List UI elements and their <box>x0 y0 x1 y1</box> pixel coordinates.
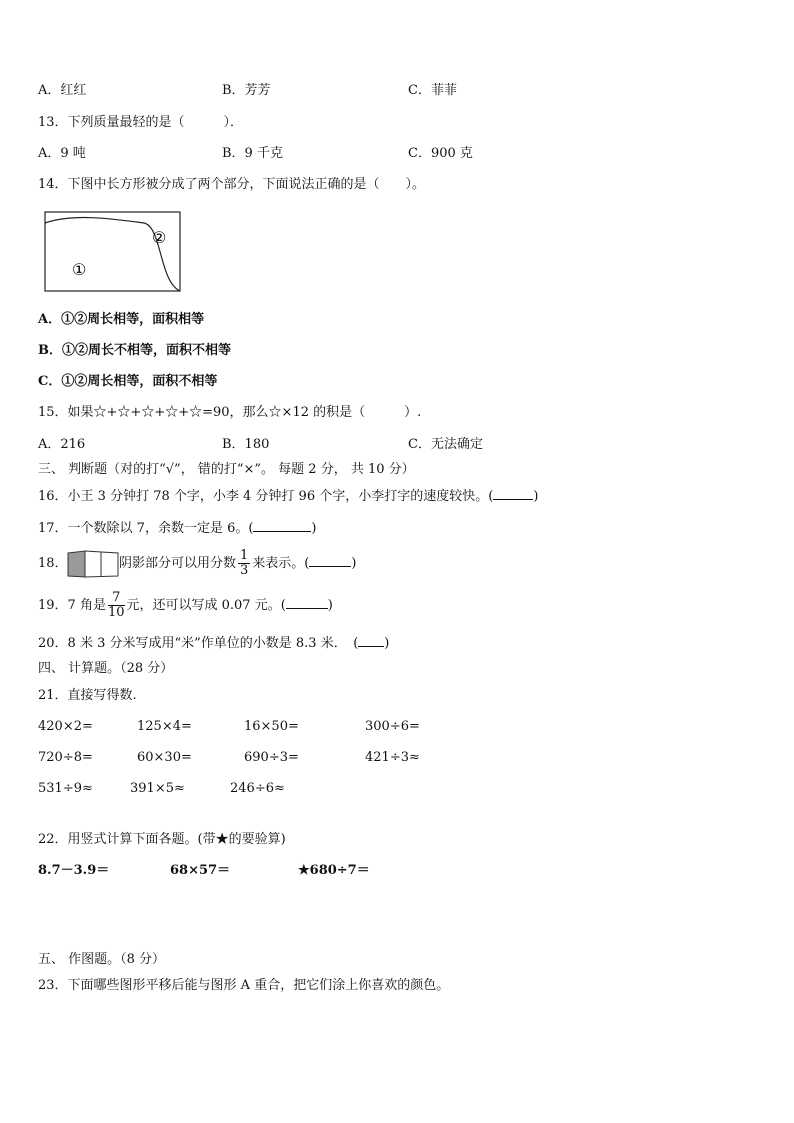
section-3-heading: 三、 判断题（对的打“√”， 错的打“×”。 每题 2 分， 共 10 分） <box>38 462 415 477</box>
q16-text: 16．小王 3 分钟打 78 个字，小李 4 分钟打 96 个字，小李打字的速度较快。( <box>38 489 494 504</box>
q18-number: 18． <box>38 556 68 571</box>
q18-fraction: $\frac{1}{3}$ <box>240 548 249 578</box>
q18-shaded-bar-figure <box>67 550 119 578</box>
q21-item: 720÷8= <box>38 750 93 765</box>
q21-stem: 21．直接写得数. <box>38 688 137 703</box>
q21-item: 420×2= <box>38 719 93 734</box>
q18-line: 阴影部分可以用分数 $\frac{1}{3}$ 来表示。( ) <box>119 548 357 578</box>
q22-item: 8.7－3.9＝ <box>38 863 110 878</box>
q18-answer-blank[interactable] <box>309 554 351 567</box>
shaded-part <box>68 551 85 577</box>
q22-stem: 22．用竖式计算下面各题。(带★的要验算) <box>38 832 286 847</box>
region-1-label: ① <box>72 260 87 279</box>
q21-item: 531÷9≈ <box>38 781 93 796</box>
q14-option-a: A．①②周长相等，面积相等 <box>38 312 205 327</box>
q12-option-c: C．菲菲 <box>408 83 457 98</box>
q21-item: 125×4= <box>137 719 192 734</box>
q13-option-c: C．900 克 <box>408 146 473 161</box>
q12-option-a: A．红红 <box>38 83 87 98</box>
q21-item: 690÷3= <box>244 750 299 765</box>
q20-text: 20．8 米 3 分米写成用“米”作单位的小数是 8.3 米． ( <box>38 636 359 651</box>
q19-line: 19．7 角是 $\frac{7}{10}$ 元，还可以写成 0.07 元。( ) <box>38 590 333 620</box>
q12-option-b: B．芳芳 <box>222 83 271 98</box>
q21-item: 421÷3≈ <box>365 750 420 765</box>
q16-line: 16．小王 3 分钟打 78 个字，小李 4 分钟打 96 个字，小李打字的速度较快。( ) <box>38 489 539 504</box>
q13-option-b: B．9 千克 <box>222 146 283 161</box>
q13-stem: 13．下列质量最轻的是（ ）． <box>38 115 244 130</box>
q21-item: 16×50= <box>244 719 299 734</box>
q13-option-a: A．9 吨 <box>38 146 86 161</box>
q21-item: 60×30= <box>137 750 192 765</box>
q19-fraction: $\frac{7}{10}$ <box>107 590 125 620</box>
q15-option-a: A．216 <box>38 437 86 452</box>
q22-item: ★680÷7＝ <box>298 863 370 878</box>
q14-stem: 14．下图中长方形被分成了两个部分，下面说法正确的是（ ）。 <box>38 177 426 192</box>
q14-rectangle-figure <box>44 211 182 293</box>
q21-item: 246÷6≈ <box>230 781 285 796</box>
q17-answer-blank[interactable] <box>253 519 311 532</box>
q21-item: 391×5≈ <box>130 781 185 796</box>
q22-item: 68×57＝ <box>170 863 231 878</box>
q20-line: 20．8 米 3 分米写成用“米”作单位的小数是 8.3 米． ( ) <box>38 636 390 651</box>
q17-line: 17．一个数除以 7，余数一定是 6。( ) <box>38 521 317 536</box>
q14-option-b: B．①②周长不相等，面积不相等 <box>38 343 231 358</box>
q14-option-c: C．①②周长相等，面积不相等 <box>38 374 218 389</box>
q15-stem: 15．如果☆+☆+☆+☆+☆=90，那么☆×12 的积是（ ）. <box>38 405 422 420</box>
q15-option-c: C．无法确定 <box>408 437 483 452</box>
region-2-label: ② <box>152 228 167 247</box>
q20-answer-blank[interactable] <box>358 634 384 647</box>
q19-answer-blank[interactable] <box>286 596 328 609</box>
section-4-heading: 四、 计算题。（28 分） <box>38 661 174 676</box>
q21-item: 300÷6= <box>365 719 420 734</box>
q17-text: 17．一个数除以 7，余数一定是 6。( <box>38 521 254 536</box>
q16-answer-blank[interactable] <box>493 487 533 500</box>
q23-stem: 23．下面哪些图形平移后能与图形 A 重合，把它们涂上你喜欢的颜色。 <box>38 978 450 993</box>
q15-option-b: B．180 <box>222 437 270 452</box>
section-5-heading: 五、 作图题。（8 分） <box>38 952 166 967</box>
